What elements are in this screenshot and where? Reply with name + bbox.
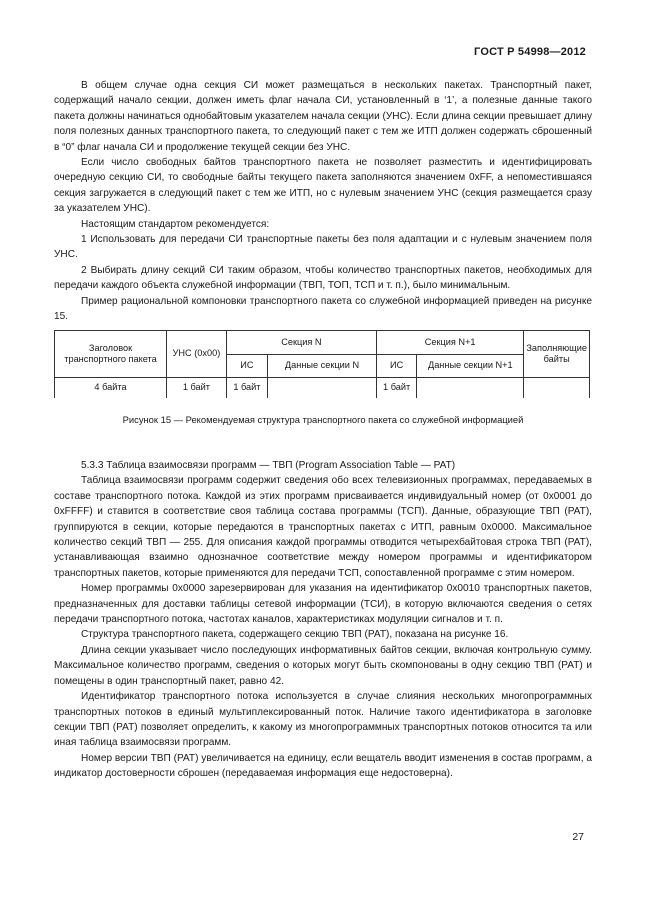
paragraph: Таблица взаимосвязи программ содержит сведения обо всех телевизионных программах, передаваемых в составе транспортного потока. Каждой из этих программ присваивается индивидуальный номер (от 0x0001 до 0xFFFF) и ставится в соответствие своя таблица состава программы (ТСП). Данные, образующие ТВП (PAT), группируются в секции, которые передаются в транспортных пакетах с ИТП, равным 0x0000. Максимальное количество секций ТВП — 255. Для описания каждой программы отводится четырехбайтовая строка ТВП (PAT), устанавливающая взаимно однозначное соответствие между номером программы и идентификатором транспортных пакетов, которые применяются для передачи ТСП, сопоставленной программе с этим номером. (54, 475, 592, 579)
packet-structure-table (54, 330, 590, 398)
paragraph: 2 Выбирать длину секций СИ таким образом, чтобы количество транспортных пакетов, необходимых для передачи каждого объекта служебной информации (ТВП, ТОП, ТСП и т. п.), было минимальным. (54, 264, 592, 292)
paragraph: Пример рациональной компоновки транспортного пакета со служебной информацией приведен на рисунке 15. (54, 295, 592, 323)
col-header-packet-header: Заголовок транспортного пакета (55, 331, 167, 378)
col-header-section-n: Секция N (226, 331, 376, 355)
document-standard-header: ГОСТ Р 54998—2012 (474, 46, 586, 58)
cell-data-n1 (417, 378, 524, 399)
figure-caption: Рисунок 15 — Рекомендуемая структура транспортного пакета со служебной информацией (122, 414, 524, 425)
paragraph: Структура транспортного пакета, содержащего секцию ТВП (PAT), показана на рисунке 16. (81, 629, 509, 641)
cell-fill (524, 378, 590, 399)
paragraph: 1 Использовать для передачи СИ транспортные пакеты без поля адаптации и с нулевым значением поля УНС. (54, 234, 592, 261)
cell-uns-size: 1 байт (167, 378, 227, 399)
section-heading: 5.3.3 Таблица взаимосвязи программ — ТВП (Program Association Table — PAT) (81, 460, 456, 471)
cell-is-n-size: 1 байт (226, 378, 267, 399)
paragraph: В общем случае одна секция СИ может размещаться в нескольких пакетах. Транспортный пакет, содержащий начало секции, должен иметь флаг начала СИ, установленный в ‘1’, а полезные данные такого пакета должны начинаться однобайтовым указателем начала секции (УНС). Если длина секции превышает длину поля полезных данных транспортного пакета, то следующий пакет с тем же ИТП должен содержать сброшенный в “0” флаг начала СИ и продолжение текущей секции без УНС. (54, 80, 592, 153)
paragraph: Если число свободных байтов транспортного пакета не позволяет разместить и идентифицировать очередную секцию СИ, то свободные байты текущего пакета заполняются значением 0xFF, а непоместившаяся секция загружается в следующий пакет с тем же ИТП, но с нулевым значением УНС (секция размещается сразу за указателем УНС). (54, 157, 592, 215)
section-5-3-3 (54, 458, 592, 782)
cell-header-size: 4 байта (55, 378, 167, 399)
col-header-fill-bytes: Заполняющие байты (524, 331, 590, 378)
cell-is-n1-size: 1 байт (376, 378, 416, 399)
paragraph: Номер версии ТВП (PAT) увеличивается на единицу, если вещатель вводит изменения в состав программ, а индикатор достоверности сброшен (передаваемая информация еще недостоверна). (54, 752, 592, 780)
paragraph: Идентификатор транспортного потока используется в случае слияния нескольких многопрограммных транспортных потоков в единый мультиплексированный поток. Наличие такого идентификатора в заголовке секции ТВП (PAT) позволяет определить, к какому из многопрограммных транспортных потоков относится та или иная таблица взаимосвязи программ. (54, 691, 592, 749)
page-number: 27 (572, 831, 584, 843)
paragraph: Настоящим стандартом рекомендуется: (81, 218, 270, 230)
col-header-uns: УНС (0x00) (167, 331, 227, 378)
intro-text-block (54, 78, 592, 325)
sub-header-data-n1: Данные секции N+1 (417, 355, 524, 378)
col-header-section-n1: Секция N+1 (376, 331, 523, 355)
cell-data-n (268, 378, 377, 399)
sub-header-data-n: Данные секции N (268, 355, 377, 378)
sub-header-is: ИС (376, 355, 416, 378)
paragraph: Длина секции указывает число последующих информативных байтов секции, включая контрольную сумму. Максимальное количество программ, сведения о которых могут быть скомпонованы в одну секцию ТВП (PAT) и помещены в один транспортный пакет, равно 42. (54, 644, 592, 687)
sub-header-is: ИС (226, 355, 267, 378)
paragraph: Номер программы 0x0000 зарезервирован для указания на идентификатор 0x0010 транспортных пакетов, предназначенных для доставки таблицы сетевой информации (ТСИ), в которую включаются сведения о сетях передачи транспортного потока, частотах каналов, характеристиках модуляции сигналов и т. п. (54, 583, 592, 626)
